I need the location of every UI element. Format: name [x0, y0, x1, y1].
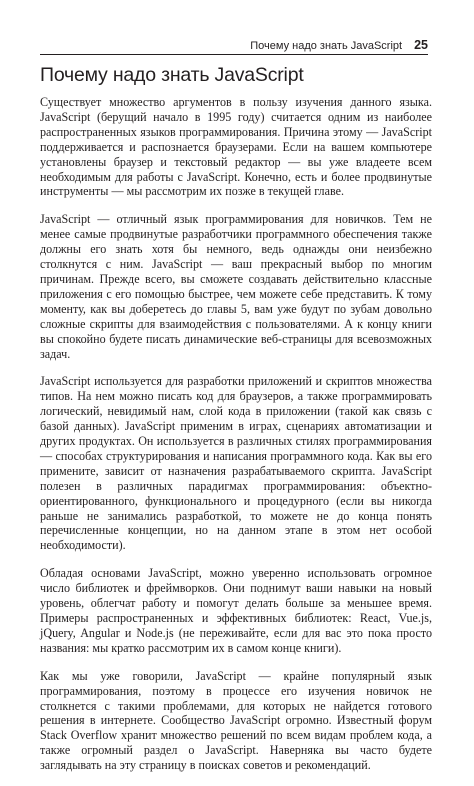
body-text: [40, 95, 432, 786]
page-number: 25: [414, 38, 428, 52]
header-rule: [40, 54, 428, 55]
paragraph-1: Существует множество аргументов в пользу изучения данного языка. JavaScript (берущий начало в 1995 году) считается одним из наиболее распространенных языков программирования. Причина этому — JavaScript поддерживается и распознается браузерами. Если на вашем компьютере установлены браузер и текстовый редактор — вы уже владеете всем необходимым для работы с JavaScript. Конечно, есть и более продвинутые инструменты — мы рассмотрим их позже в текущей главе.: [40, 95, 432, 199]
paragraph-5: Как мы уже говорили, JavaScript — крайне популярный язык программирования, поэтому в процессе его изучения новичок не столкнется с такими проблемами, для которых не найдется готового решения в интернете. Сообщество JavaScript огромно. Известный форум Stack Overflow хранит множество решений по всем видам проблем кода, а также огромный раздел о JavaScript. Наверняка вы часто будете заглядывать на эту страницу в поисках советов и рекомендаций.: [40, 668, 432, 773]
paragraph-4: Обладая основами JavaScript, можно уверенно использовать огромное число библиотек и фреймворков. Они поднимут ваши навыки на новый уровень, облегчат работу и помогут делать больше за меньшее время. Примеры распространенных и эффективных библиотек: React, Vue.js, jQuery, Angular и Node.js (не переживайте, если для вас это пока просто названия: мы кратко рассмотрим их в самом конце книги).: [40, 566, 432, 655]
running-head: [40, 38, 428, 52]
paragraph-2: JavaScript — отличный язык программирования для новичков. Тем не менее самые продвинутые разработчики программного обеспечения также должны его знать хотя бы немного, ведь однажды они неизбежно столкнутся с ним. JavaScript — ваш прекрасный выбор по многим причинам. Прежде всего, вы сможете создавать действительно классные приложения с его помощью быстрее, чем можете себе представить. К тому моменту, как вы доберетесь до главы 5, вам уже будут по зубам довольно сложные скрипты для взаимодействия с пользователями. А к концу книги вы спокойно будете писать динамические веб-страницы для всевозможных задач.: [40, 212, 432, 361]
section-heading: Почему надо знать JavaScript: [40, 64, 304, 86]
running-title: Почему надо знать JavaScript: [250, 40, 403, 52]
paragraph-3: JavaScript используется для разработки приложений и скриптов множества типов. На нем можно писать код для браузеров, а также программировать логический, невидимый нам, слой кода в приложении (такой как связь с базой данных). JavaScript применим в играх, сценариях автоматизации и других продуктах. Он используется в различных стилях программирования — способах структурирования и написания программного кода. Как вы его примените, зависит от назначения разрабатываемого скрипта. JavaScript полезен в различных парадигмах программирования: объектно-ориентированного, функционального и процедурного (если вы никогда раньше не занимались разработкой, то можете не до конца понять перечисленные концепции, но на данном этапе в этом нет особой необходимости).: [40, 374, 432, 553]
